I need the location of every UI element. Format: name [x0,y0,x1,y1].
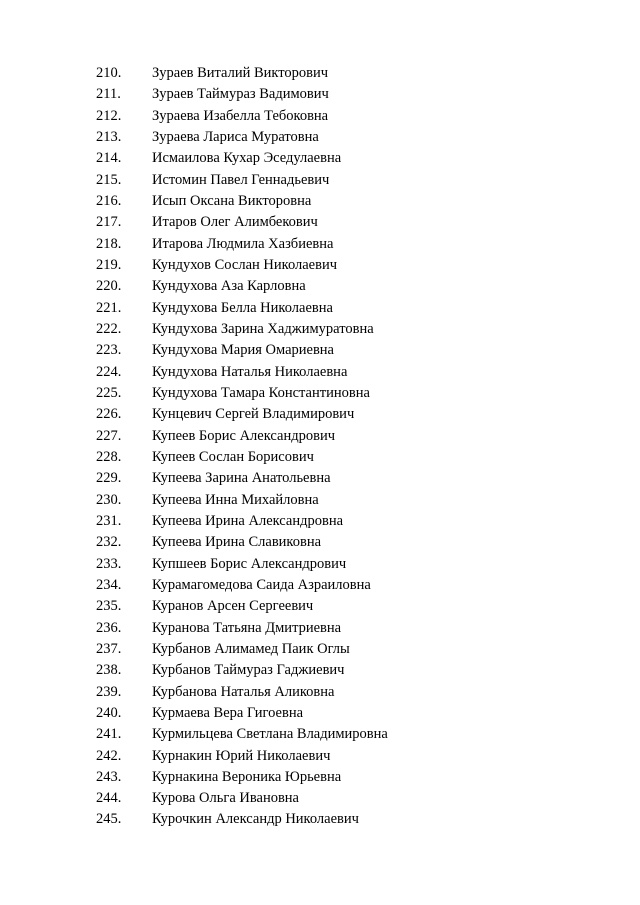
entry-number: 222. [96,320,122,337]
entry-name: Купеева Ирина Александровна [152,512,344,529]
entry-name: Курбанов Алимамед Паик Оглы [152,640,350,657]
list-item [0,84,640,105]
entry-number: 242. [96,747,122,764]
entry-number: 213. [96,128,122,145]
entry-name: Купеев Борис Александрович [152,427,335,444]
entry-name: Курмаева Вера Гигоевна [152,704,304,721]
name-list [0,63,640,831]
entry-name: Курова Ольга Ивановна [152,790,299,807]
list-item [0,490,640,511]
entry-name: Курнакина Вероника Юрьевна [152,768,342,785]
entry-number: 225. [96,384,122,401]
entry-number: 229. [96,470,122,487]
list-item [0,767,640,788]
entry-number: 221. [96,299,122,316]
entry-number: 219. [96,256,122,273]
list-item [0,276,640,297]
list-item [0,63,640,84]
entry-number: 239. [96,683,122,700]
entry-name: Купеева Ирина Славиковна [152,534,322,551]
entry-number: 228. [96,448,122,465]
list-item [0,298,640,319]
entry-name: Купеева Зарина Анатольевна [152,470,331,487]
entry-number: 211. [96,86,121,103]
entry-name: Итаров Олег Алимбекович [152,214,318,231]
list-item [0,127,640,148]
entry-name: Курнакин Юрий Николаевич [152,747,331,764]
entry-number: 212. [96,107,122,124]
entry-number: 231. [96,512,122,529]
entry-number: 216. [96,192,122,209]
list-item [0,639,640,660]
list-item [0,191,640,212]
entry-name: Зураев Виталий Викторович [152,65,329,81]
entry-number: 232. [96,534,122,551]
entry-name: Курмильцева Светлана Владимировна [152,726,388,743]
list-item [0,703,640,724]
list-item [0,170,640,191]
list-item [0,447,640,468]
entry-name: Кундухова Аза Карловна [152,278,306,295]
entry-number: 215. [96,171,122,188]
entry-number: 223. [96,342,122,359]
entry-number: 238. [96,662,122,679]
entry-name: Курамагомедова Саида Азраиловна [152,576,371,593]
list-item [0,724,640,745]
list-item [0,362,640,383]
entry-name: Кундухова Зарина Хаджимуратовна [152,320,374,337]
entry-number: 233. [96,555,122,572]
entry-name: Итарова Людмила Хазбиевна [152,235,334,252]
entry-name: Зураева Изабелла Тебоковна [152,107,329,124]
list-item [0,746,640,767]
entry-name: Курбанов Таймураз Гаджиевич [152,662,345,679]
list-item [0,532,640,553]
entry-number: 230. [96,491,122,508]
entry-number: 224. [96,363,122,380]
entry-name: Купеев Сослан Борисович [152,448,314,465]
list-item [0,618,640,639]
list-item [0,511,640,532]
entry-number: 237. [96,640,122,657]
list-item [0,340,640,361]
list-item [0,468,640,489]
entry-name: Кундухова Тамара Константиновна [152,384,370,401]
entry-name: Кунцевич Сергей Владимирович [152,406,355,423]
entry-name: Кундухова Белла Николаевна [152,299,333,316]
list-item [0,319,640,340]
entry-number: 210. [96,65,122,81]
list-item [0,234,640,255]
entry-name: Куранов Арсен Сергеевич [152,598,314,615]
entry-name: Кундухова Наталья Николаевна [152,363,348,380]
entry-number: 243. [96,768,122,785]
entry-number: 240. [96,704,122,721]
entry-name: Кундухов Сослан Николаевич [152,256,338,273]
entry-name: Исып Оксана Викторовна [152,192,312,209]
entry-number: 226. [96,406,122,423]
entry-number: 227. [96,427,122,444]
entry-number: 241. [96,726,122,743]
entry-number: 220. [96,278,122,295]
entry-name: Зураев Таймураз Вадимович [152,86,329,103]
entry-number: 244. [96,790,122,807]
entry-name: Куранова Татьяна Дмитриевна [152,619,342,636]
list-item [0,554,640,575]
entry-name: Купшеев Борис Александрович [152,555,347,572]
list-item [0,106,640,127]
list-item [0,212,640,233]
list-item [0,426,640,447]
list-item [0,660,640,681]
entry-name: Истомин Павел Геннадьевич [152,171,330,188]
list-item [0,404,640,425]
list-item [0,255,640,276]
entry-number: 234. [96,576,122,593]
entry-name: Курочкин Александр Николаевич [152,811,359,828]
list-item [0,383,640,404]
list-item [0,788,640,809]
entry-name: Купеева Инна Михайловна [152,491,319,508]
entry-number: 235. [96,598,122,615]
list-item [0,575,640,596]
entry-number: 218. [96,235,122,252]
entry-number: 245. [96,811,122,828]
list-item [0,596,640,617]
entry-name: Курбанова Наталья Аликовна [152,683,335,700]
entry-number: 214. [96,150,122,167]
entry-name: Зураева Лариса Муратовна [152,128,319,145]
list-item [0,809,640,830]
entry-name: Кундухова Мария Омариевна [152,342,334,359]
entry-name: Исмаилова Кухар Эседулаевна [152,150,342,167]
list-item [0,148,640,169]
entry-number: 217. [96,214,122,231]
entry-number: 236. [96,619,122,636]
list-item [0,682,640,703]
